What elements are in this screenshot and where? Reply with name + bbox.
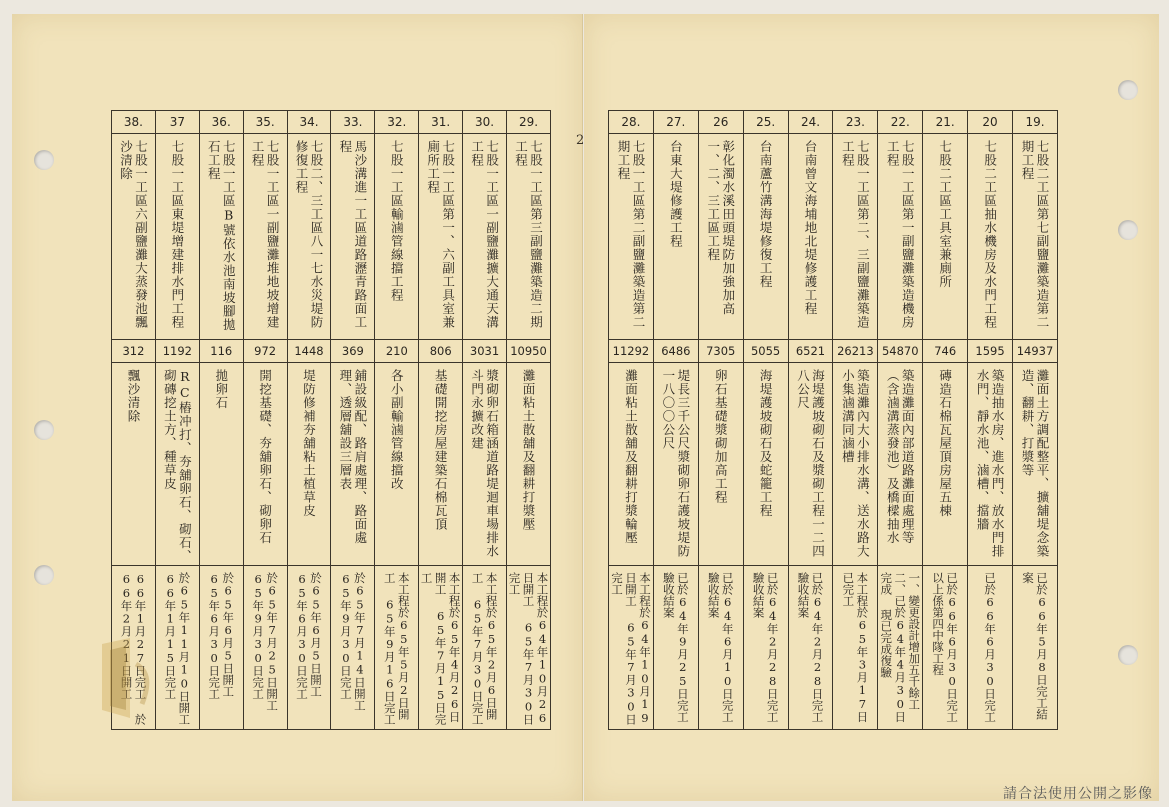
table-cell-status [968,566,1013,730]
vertical-text-status: 本工程於64年10月19日開工 65年7月30日完工 [609,572,652,725]
table-cell-status [243,566,287,730]
table-cell-qty: 3031 [463,340,507,363]
table-cell-item [155,134,199,340]
table-cell-desc [375,363,419,566]
table-cell-no: 20 [968,111,1013,134]
vertical-text-status: 於65年6月5日開工 65年6月30日完工 [295,572,323,700]
watermark: 請合法使用公開之影像 [1003,786,1153,802]
vertical-text-desc: 基礎開挖房屋建築石棉瓦頂 [433,369,449,531]
vertical-text-desc: 海堤護坡砌石及蛇籠工程 [758,369,774,518]
table-cell-no: 33. [331,111,375,134]
table-cell-no: 31. [419,111,463,134]
table-cell-status [1013,566,1058,730]
table-cell-qty: 369 [331,340,375,363]
vertical-text-status: 於65年7月14日開工 65年9月30日完工 [338,572,367,711]
left-table [111,110,551,730]
binder-hole [1118,645,1138,665]
vertical-text-desc: 磚造石棉瓦屋頂房屋五棟 [937,369,953,518]
table-cell-status [743,566,788,730]
table-cell-no: 37 [155,111,199,134]
right-table [608,110,1058,730]
table-cell-item [331,134,375,340]
table-cell-status [287,566,331,730]
table-cell-no: 30. [463,111,507,134]
binder-hole [1118,80,1138,100]
table-cell-no: 28. [609,111,654,134]
table-row-status [609,566,1058,730]
vertical-text-status: 已於66年6月30日完工 以上係第四中隊工程 [931,572,960,723]
table-cell-qty: 54870 [878,340,923,363]
table-row-qty [609,340,1058,363]
table-cell-status [199,566,243,730]
vertical-text-item: 七股一工區六副鹽灘大蒸發池飄沙清除 [118,140,149,329]
table-cell-qty: 972 [243,340,287,363]
vertical-text-item: 七股一工區第一副鹽灘築造機房工程 [885,140,916,329]
table-cell-item [463,134,507,340]
table-cell-no: 24. [788,111,833,134]
table-cell-no: 23. [833,111,878,134]
vertical-text-desc: 灘面土方調配整平、擴舖堤念築造、翻耕、打漿等 [1020,369,1050,558]
table-cell-desc [507,363,551,566]
table-cell-qty: 806 [419,340,463,363]
table-cell-item [243,134,287,340]
table-cell-item [878,134,923,340]
table-cell-desc [788,363,833,566]
table-cell-desc [463,363,507,566]
table-cell-status [463,566,507,730]
table-cell-qty: 6521 [788,340,833,363]
vertical-text-item: 台南蘆竹溝海堤修復工程 [758,140,774,289]
table-cell-status [878,566,923,730]
table-cell-qty: 1192 [155,340,199,363]
table-cell-desc [199,363,243,566]
vertical-text-item: 七股一工區東堤增建排水門工程 [169,140,185,329]
vertical-text-desc: 灘面粘土散舖及翻耕打漿輪壓 [623,369,639,545]
vertical-text-item: 馬沙溝進一工區道路瀝青路面工程 [337,140,368,329]
table-cell-desc [743,363,788,566]
table-cell-status [375,566,419,730]
table-row-qty [112,340,551,363]
table-cell-status [788,566,833,730]
vertical-text-item: 七股一工區一副鹽灘擴大通天溝工程 [469,140,500,329]
table-cell-no: 22. [878,111,923,134]
table-cell-no: 19. [1013,111,1058,134]
table-cell-item [199,134,243,340]
vertical-text-item: 台南曾文海埔地北堤修護工程 [803,140,818,316]
vertical-text-status: 於65年7月25日開工 65年9月30日完工 [251,572,280,711]
vertical-text-status: 已於66年5月8日完工結案 [1021,572,1049,720]
table-row-no [112,111,551,134]
vertical-text-desc: 各小副輸滷管線擋改 [389,369,405,491]
table-cell-qty: 210 [375,340,419,363]
table-cell-status [155,566,199,730]
vertical-text-desc: 拋卵石 [213,369,229,410]
binder-hole [34,565,54,585]
vertical-text-item: 七股一工區第三副鹽灘築造二期工程 [513,140,544,329]
vertical-text-item: 七股二、三工區八一七水災堤防修復工程 [294,140,324,329]
table-cell-no: 36. [199,111,243,134]
table-cell-qty: 746 [923,340,968,363]
table-cell-status [507,566,551,730]
table-cell-no: 26 [698,111,743,134]
table-cell-qty: 11292 [609,340,654,363]
vertical-text-item: 七股二工區抽水機房及水門工程 [982,140,998,329]
table-cell-no: 25. [743,111,788,134]
vertical-text-item: 台東大堤修護工程 [668,140,684,248]
vertical-text-desc: 開挖基礎、夯舖卵石、砌卵石 [257,369,273,545]
vertical-text-item: 彰化濁水溪田頭堤防加強加高一、二、三工區工程 [705,140,736,316]
binder-hole [34,150,54,170]
table-cell-desc [155,363,199,566]
table-cell-item [923,134,968,340]
vertical-text-desc: 海堤護坡砌石及漿砌工程一二四八公尺 [795,369,826,558]
vertical-text-item: 七股一工區第二副鹽灘築造第二期工程 [615,140,646,329]
table-row-desc [609,363,1058,566]
table-cell-item [968,134,1013,340]
table-cell-status [653,566,698,730]
vertical-text-status: 已於66年6月30日完工 [983,572,998,723]
vertical-text-item: 七股一工區B號依水池南坡腳拋石工程 [206,140,237,332]
table-cell-desc [609,363,654,566]
table-cell-desc [878,363,923,566]
table-row-item [609,134,1058,340]
table-cell-desc [833,363,878,566]
table-cell-status [698,566,743,730]
vertical-text-status: 已於64年2月28日完工驗收結案 [751,572,780,723]
vertical-text-status: 本工程於65年2月6日開工 65年7月30日完工 [470,572,499,725]
page-number: 2 [576,133,585,148]
table-cell-status [923,566,968,730]
table-cell-no: 35. [243,111,287,134]
vertical-text-item: 七股一工區一副鹽灘堆地坡增建工程 [250,140,281,329]
table-cell-status [833,566,878,730]
table-cell-no: 34. [287,111,331,134]
vertical-text-desc: 堤防修補夯舖粘土植草皮 [301,369,317,518]
vertical-text-status: 本工程於65年5月2日開工 65年9月16日完工 [382,572,411,725]
table-cell-qty: 6486 [653,340,698,363]
table-cell-status [419,566,463,730]
vertical-text-desc: 堤長三千公尺漿砌卵石護坡堤防一八〇〇公尺 [660,369,691,558]
table-cell-qty: 5055 [743,340,788,363]
table-cell-item [653,134,698,340]
table-cell-desc [287,363,331,566]
table-cell-item [609,134,654,340]
vertical-text-desc: 卵石基礎漿砌加高工程 [713,369,729,504]
vertical-text-status: 已於64年6月10日完工驗收結案 [706,572,735,723]
table-cell-desc [331,363,375,566]
table-cell-desc [698,363,743,566]
table-cell-desc [968,363,1013,566]
table-cell-item [112,134,156,340]
table-cell-qty: 10950 [507,340,551,363]
table-cell-qty: 116 [199,340,243,363]
table-row-status [112,566,551,730]
table-cell-desc [243,363,287,566]
table-cell-item [287,134,331,340]
vertical-text-desc: 築造抽水房、進水門、放水門排水門、靜水池、滷槽、擋牆 [975,369,1006,558]
table-cell-desc [923,363,968,566]
vertical-text-desc: 飄沙清除 [125,369,141,423]
vertical-text-status: 本工程於64年10月26日開工 65年7月30日完工 [507,572,550,725]
vertical-text-status: 於65年11月10日開工 66年1月15日完工 [163,572,192,725]
table-cell-desc [112,363,156,566]
vertical-text-desc: 灘面粘土散舖及翻耕打漿壓 [521,369,536,531]
table-cell-desc [653,363,698,566]
table-cell-qty: 312 [112,340,156,363]
table-cell-item [375,134,419,340]
vertical-text-item: 七股一工區輸滷管線擋工程 [389,140,405,302]
vertical-text-status: 於65年6月5日開工 65年6月30日完工 [207,572,236,700]
table-cell-item [507,134,551,340]
vertical-text-status: 已於64年2月28日完工驗收結案 [796,572,825,723]
table-cell-no: 27. [653,111,698,134]
vertical-text-item: 七股一工區第一、六副工具室兼廁所工程 [425,140,456,329]
table-cell-qty: 26213 [833,340,878,363]
table-cell-no: 29. [507,111,551,134]
vertical-text-item: 七股二工區第七副鹽灘築造第二期工程 [1020,140,1050,329]
table-cell-no: 21. [923,111,968,134]
table-cell-item [788,134,833,340]
table-cell-qty: 1448 [287,340,331,363]
table-cell-qty: 14937 [1013,340,1058,363]
vertical-text-desc: RC樁冲打、夯舖卵石、砌石、砌磚挖土方、種草皮 [162,369,193,563]
table-cell-item [1013,134,1058,340]
table-cell-status [331,566,375,730]
vertical-text-status: 已於64年9月25日完工驗收結案 [661,572,690,723]
vertical-text-desc: 鋪設級配、路肩處理、路面處理、透層舖設三層表 [337,369,368,545]
table-row-desc [112,363,551,566]
vertical-text-status: 一、變更設計增加五千餘工 二、已於64年4月30日完成 現已完成復驗 [879,572,922,723]
vertical-text-desc: 漿砌卵石箱涵道路堤迴車場排水斗門永擴改建 [469,369,500,558]
table-row-no [609,111,1058,134]
table-cell-no: 32. [375,111,419,134]
table-cell-qty: 1595 [968,340,1013,363]
binder-hole [34,420,54,440]
vertical-text-desc: 築造灘面內部道路灘面處理等（含滷溝蒸發池）及橋樑抽水 [885,369,916,545]
vertical-text-item: 七股二工區工具室兼廁所 [937,140,953,289]
vertical-text-status: 本工程於65年3月17日已完工 [841,572,870,723]
table-cell-item [698,134,743,340]
table-cell-item [743,134,788,340]
table-cell-no: 38. [112,111,156,134]
table-cell-desc [1013,363,1058,566]
table-cell-status [609,566,654,730]
table-cell-item [833,134,878,340]
table-cell-desc [419,363,463,566]
vertical-text-item: 七股一工區第二、三副鹽灘築造工程 [840,140,871,329]
vertical-text-status: 本工程於65年4月26日開工 65年7月15日完工 [419,572,462,725]
table-row-item [112,134,551,340]
table-cell-qty: 7305 [698,340,743,363]
vertical-text-status: 66年1月27日完工 於66年2月21日開工 [119,572,148,725]
archive-logo [96,634,156,724]
vertical-text-desc: 築造灘內大小排水溝、送水路大小集滷溝同滷槽 [840,369,871,558]
table-cell-item [419,134,463,340]
binder-hole [1118,220,1138,240]
